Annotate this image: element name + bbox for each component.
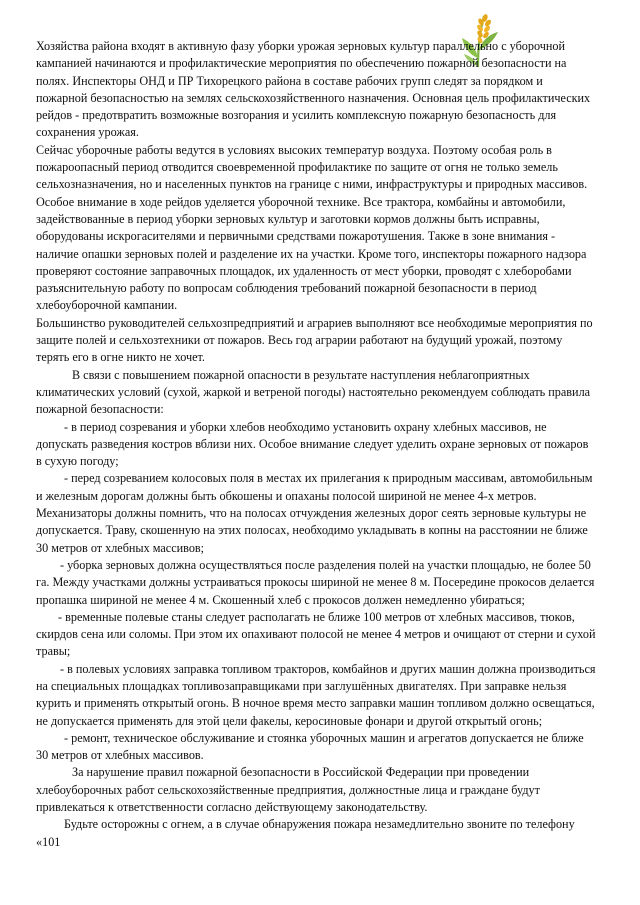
paragraph-liability: За нарушение правил пожарной безопасности в Российской Федерации при проведении хлебоуборочных работ сельскохозяйственные предприятия, должностные лица и граждане будут привлекаться к ответственности согласно действующему законодательству. [36,765,540,815]
paragraph-intro: Хозяйства района входят в активную фазу уборки урожая зерновых культур параллельно с уборочной кампанией начинаются и профилактические мероприятия по обеспечению пожарной безопасности на полях. Инспекторы ОНД и ПР Тихорецкого района в составе рабочих групп следят за порядком и пожарной безопасностью на землях сельскохозяйственного назначения. Основная цель профилактических рейдов - предотвратить возможные возгорания и усилить комплексную пожарную безопасность для сохранения урожая. [36,39,591,140]
rule-item-repair: - ремонт, техническое обслуживание и стоянка уборочных машин и агрегатов допускается не ближе 30 метров от хлебных массивов. [36,730,584,763]
paragraph-heat: Сейчас уборочные работы ведутся в условиях высоких температур воздуха. Поэтому особая роль в пожароопасный период отводится своевременной профилактике по защите от огня не только земель сельхозназначения, но и населенных пунктов на границе с ними, инфраструктуры и природных массивов. [36,142,588,192]
paragraph-call-101: Будьте осторожны с огнем, а в случае обнаружения пожара незамедлительно звоните по телефону «101 [36,817,575,849]
paragraph-managers: Большинство руководителей сельхозпредприятий и аграриев выполняют все необходимые мероприятия по защите полей и сельхозтехники от пожаров. Весь год аграрии работают на будущий урожай, поэтому терять его в огне никто не хочет. [36,315,593,365]
rule-item-guard: - в период созревания и уборки хлебов необходимо установить охрану хлебных массивов, не допускать разведения костров вблизи них. Особое внимание следует уделить охране зерновых от пожаров в сухую погоду; [36,419,589,469]
rule-item-camps: - временные полевые станы следует располагать не ближе 100 метров от хлебных массивов, тюков, скирдов сена или соломы. При этом их опахивают полосой не менее 4 метров и очищают от стерни и сухой травы; [36,609,596,659]
paragraph-recommendation: В связи с повышением пожарной опасности в результате наступления неблагоприятных климатических условий (сухой, жаркой и ветреной погоды) настоятельно рекомендуем соблюдать правила пожарной безопасности: [36,367,591,417]
paragraph-equipment: Особое внимание в ходе рейдов уделяется уборочной технике. Все трактора, комбайны и автомобили, задействованные в период уборки зерновых культур и заготовки кормов должны быть исправны, оборудованы искрогасителями и первичными средствами пожаротушения. Также в зоне внимания - наличие опашки зерновых полей и разделение их на участки. Кроме того, инспекторы пожарного надзора проверяют состояние заправочных площадок, их удаленность от мест уборки, проводят с хлеборобами разъяснительную работу по вопросам соблюдения требований пожарной безопасности в период хлебоуборочной кампании. [36,194,587,313]
rule-item-refueling: - в полевых условиях заправка топливом тракторов, комбайнов и других машин должна производиться на специальных площадках топливозаправщиками при заглушённых двигателях. При заправке нельзя курить и применять открытый огонь. В ночное время место заправки машин топливом должно освещаться, не допускается применять для этой цели факелы, керосиновые фонари и другой открытый огонь; [36,661,596,728]
rule-item-mowing: - перед созреванием колосовых поля в местах их прилегания к природным массивам, автомобильным и железным дорогам должны быть обкошены и опаханы полосой шириной не менее 4-х метров. Механизаторы должны помнить, что на полосах отчуждения железных дорог сеять зерновые культуры не допускается. Траву, скошенную на этих полосах, необходимо укладывать в копны на расстоянии не ближе 30 метров от хлебных массивов; [36,471,593,555]
rule-item-harvesting: - уборка зерновых должна осуществляться после разделения полей на участки площадью, не более 50 га. Между участками должны устраиваться прокосы шириной не менее 8 м. Посередине прокосов делается пропашка шириной не менее 4 м. Скошенный хлеб с прокосов должен немедленно убираться; [36,557,595,607]
article-body [36,38,596,851]
